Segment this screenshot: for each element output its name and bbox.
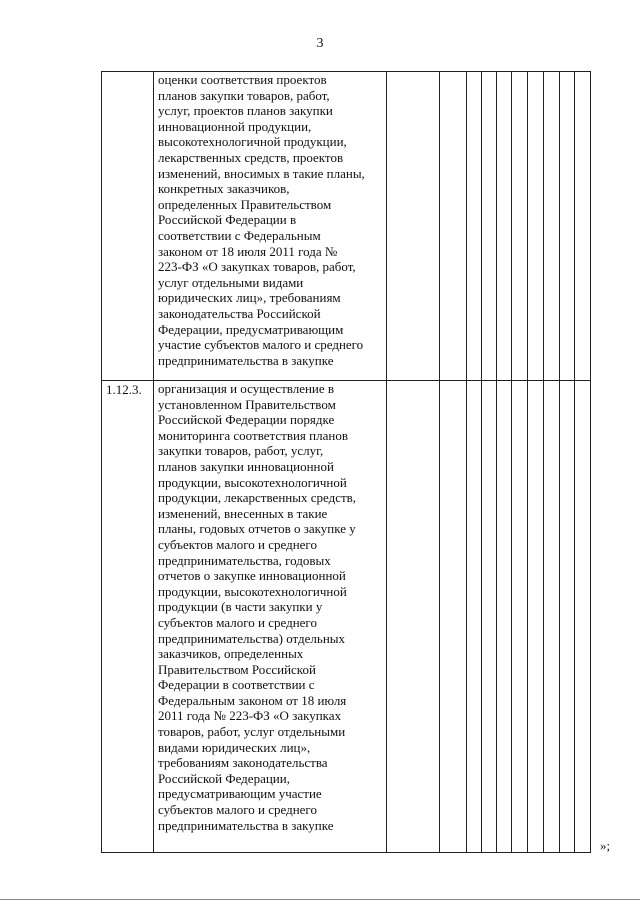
document-table — [101, 71, 591, 853]
empty-cell — [440, 381, 467, 853]
empty-cell — [560, 72, 575, 381]
empty-cell — [575, 381, 591, 853]
row-number: 1.12.3. — [102, 381, 154, 853]
empty-cell — [528, 381, 544, 853]
page-number: 3 — [316, 36, 324, 51]
empty-cell — [497, 72, 512, 381]
empty-cell — [512, 72, 528, 381]
empty-cell — [387, 72, 440, 381]
table-row — [102, 72, 591, 381]
empty-cell — [440, 72, 467, 381]
empty-cell — [467, 381, 482, 853]
empty-cell — [497, 381, 512, 853]
row-number — [102, 72, 154, 381]
empty-cell — [482, 72, 497, 381]
empty-cell — [482, 381, 497, 853]
empty-cell — [512, 381, 528, 853]
empty-cell — [467, 72, 482, 381]
empty-cell — [575, 72, 591, 381]
empty-cell — [560, 381, 575, 853]
table-row — [102, 381, 591, 853]
closing-quote: »; — [600, 838, 611, 853]
empty-cell — [528, 72, 544, 381]
page-bottom-rule — [0, 899, 640, 900]
empty-cell — [544, 381, 560, 853]
empty-cell — [544, 72, 560, 381]
empty-cell — [387, 381, 440, 853]
row-text: оценки соответствия проектов планов закупки товаров, работ, услуг, проектов планов закупки инновационной продукции, высокотехнологичной продукции, лекарственных средств, проектов изменений, вносимых в такие планы, конкретных заказчиков, определенных Правительством Российской Федерации в соответствии с Федеральным законом от 18 июля 2011 года № 223-ФЗ «О закупках товаров, работ, услуг отдельными видами юридических лиц», требованиям законодательства Российской Федерации, предусматривающим участие субъектов малого и среднего предпринимательства в закупке — [154, 72, 387, 381]
row-text: организация и осуществление в установленном Правительством Российской Федерации порядке мониторинга соответствия планов закупки товаров, работ, услуг, планов закупки инновационной продукции, высокотехнологичной продукции, лекарственных средств, изменений, внесенных в такие планы, годовых отчетов о закупке у субъектов малого и среднего предпринимательства, годовых отчетов о закупке инновационной продукции, высокотехнологичной продукции (в части закупки у субъектов малого и среднего предпринимательства) отдельных заказчиков, определенных Правительством Российской Федерации в соответствии с Федеральным законом от 18 июля 2011 года № 223-ФЗ «О закупках товаров, работ, услуг отдельными видами юридических лиц», требованиям законодательства Российской Федерации, предусматривающим участие субъектов малого и среднего предпринимательства в закупке — [154, 381, 387, 853]
